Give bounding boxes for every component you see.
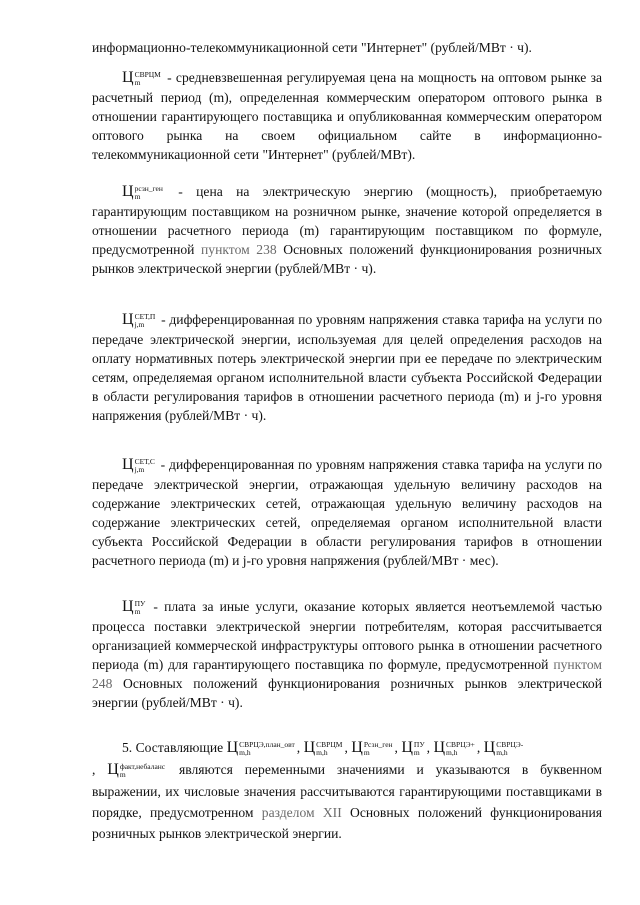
- paragraph-6-lead: 5. Составляющие: [122, 740, 227, 755]
- link-punkt-248[interactable]: пунктом 248: [92, 657, 602, 691]
- paragraph-3: [92, 310, 602, 425]
- link-razdel-xii[interactable]: разделом XII: [261, 805, 342, 820]
- symbol-ts-rszn-gen-2: Ц Рсзн_ген m: [351, 739, 393, 757]
- paragraph-6: 5. Составляющие Ц СВРЦЭ,план_овт m,h , Ц СВРЦМ m,h , Ц Рсзн_ген m , Ц ПУ m , Ц СВРЦЭ+ m,h , Ц СВРЦЭ- m,h , Ц факт,небаланс m являются переменными значениями и указываются в буквенном выражении, их числовые значения рассчитываются гарантирующими поставщиками в порядке, предусмотренном разделом XII Основных положений функционирования розничных рынков электрической энергии.: [92, 739, 602, 841]
- symbol-ts-svrtse-plan-ovt: Ц СВРЦЭ,план_овт m,h: [226, 739, 295, 757]
- paragraph-1-text: - средневзвешенная регулируемая цена на мощность на оптовом рынке за расчетный период (m), определенная коммерческим оператором оптового рынка в отношении гарантирующего поставщика и опубликованная коммерческим оператором оптового рынка на своем официальном сайте в информационно-телекоммуникационной сети "Интернет" (рублей/МВт).: [92, 70, 602, 162]
- paragraph-0-text: информационно-телекоммуникационной сети "Интернет" (рублей/МВт · ч).: [92, 40, 532, 55]
- symbol-ts-pu-2: Ц ПУ m: [401, 739, 425, 757]
- symbol-ts-set-p: Ц СЕТ,П j,m: [122, 311, 156, 329]
- paragraph-0: [92, 38, 602, 57]
- paragraph-5: Ц ПУ m - плата за иные услуги, оказание которых является неотъемлемой частью процесса поставки электрической энергии потребителям, которая рассчитывается организацией коммерческой инфраструктуры оптового рынка в отношении расчетного периода (m) для гарантирующего поставщика по формуле, предусмотренной пунктом 248 Основных положений функционирования розничных рынков электрической энергии (рублей/МВт · ч).: [92, 598, 602, 710]
- paragraph-3-text: - дифференцированная по уровням напряжения ставка тарифа на услуги по передаче электрической энергии, используемая для целей определения расходов на оплату нормативных потерь электрической энергии при ее передаче по электрическим сетям, определяемая органом исполнительной власти субъекта Российской Федерации в области регулирования тарифов в отношении расчетного периода (m) и j-го уровня напряжения (рублей/МВт · ч).: [92, 312, 602, 423]
- paragraph-4: [92, 455, 602, 570]
- paragraph-1: [92, 68, 602, 164]
- symbol-ts-fakt-nebalans: Ц факт,небаланс m: [107, 761, 166, 779]
- symbol-ts-pu: Ц ПУ m: [122, 598, 146, 616]
- symbol-ts-svrtsm-h: Ц СВРЦМ m,h: [303, 739, 343, 757]
- symbol-ts-set-s: Ц СЕТ,С j,m: [122, 456, 155, 474]
- symbol-ts-svrtse-minus: Ц СВРЦЭ- m,h: [483, 739, 524, 757]
- paragraph-4-text: - дифференцированная по уровням напряжения ставка тарифа на услуги по передаче электрической энергии, отражающая удельную величину расходов на содержание электрических сетей, отражающая удельную величину расходов на содержание электрических сетей, определяемая органом исполнительной власти субъекта Российской Федерации в области регулирования тарифов в отношении расчетного периода (m) и j-го уровня напряжения (рублей/МВт · мес).: [92, 457, 602, 568]
- symbol-ts-svrtse-plus: Ц СВРЦЭ+ m,h: [433, 739, 475, 757]
- symbol-ts-svrtsm: Ц СВРЦМ m: [122, 69, 161, 87]
- symbol-ts-rszn-gen: Ц рсзн_ген m: [122, 183, 163, 201]
- link-punkt-238[interactable]: пунктом 238: [201, 242, 277, 257]
- paragraph-2: Ц рсзн_ген m - цена на электрическую энергию (мощность), приобретаемую гарантирующим поставщиком на розничном рынке, значение которой определяется в отношении расчетного периода (m) гарантирующим поставщиком по формуле, предусмотренной пунктом 238 Основных положений функционирования розничных рынков электрической энергии (рублей/МВт · ч).: [92, 183, 602, 276]
